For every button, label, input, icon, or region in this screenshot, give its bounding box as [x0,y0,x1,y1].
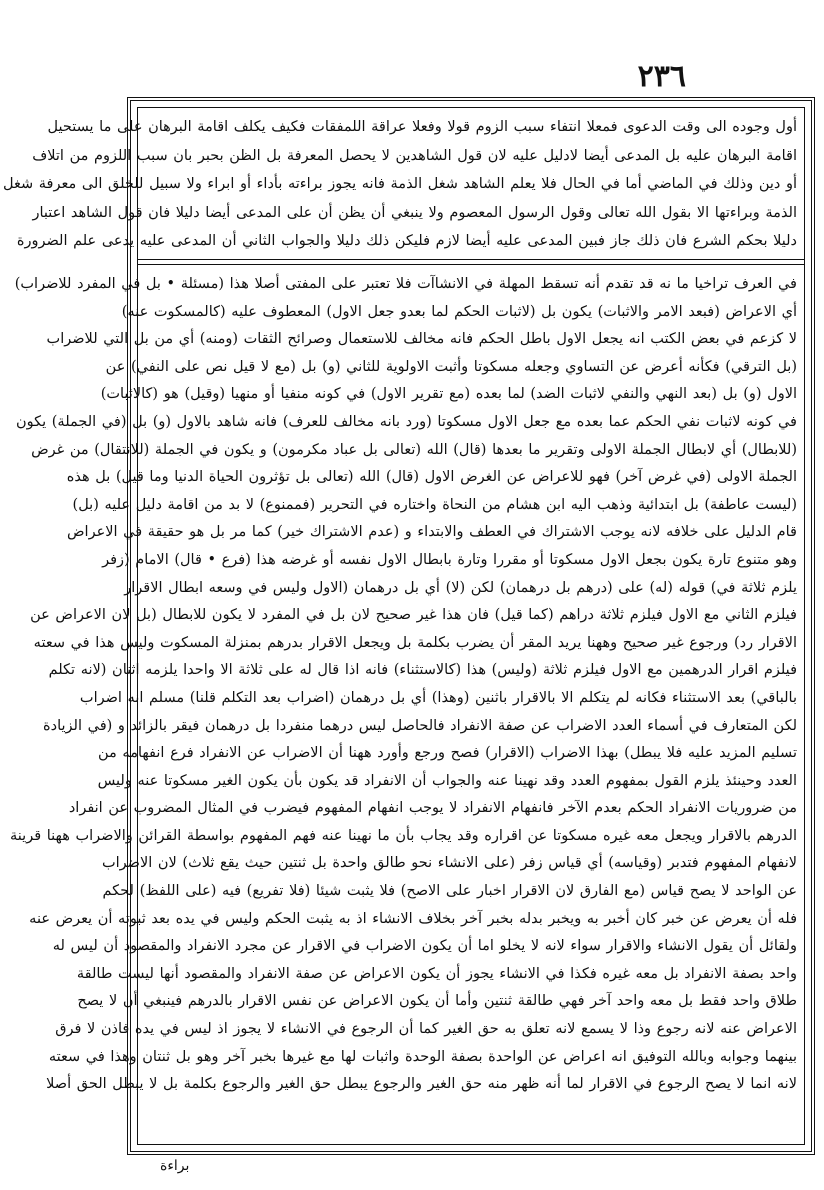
page-number: ٢٣٦ [637,59,686,94]
main-line: فيلزم الثاني مع الاول فيلزم ثلاثة دراهم (كما قيل) فان هذا غير صحيح لان بل في المفرد لا يكون للابطال (بل لان الاعراض عن [30,607,797,624]
main-line: العدد وحينئذ يلزم القول بمفهوم العدد وقد نهينا عنه والجواب أن الانفراد قد يكون بأن يكون الغير مسكوتا عنه وليس [97,772,797,789]
main-line: بينهما وجوابه وبالله التوفيق انه اعراض عن الواحدة بصفة الوحدة واثبات لها مع غيرها بخبر آخر وهو بل ثنتان وهذا في سعته [48,1048,797,1065]
main-line: الجملة الاولى (في غرض آخر) فهو للاعراض عن الغرض الاول (قال) الله (تعالى بل تؤثرون الحياة الدنيا وما قيل) بل هذه [66,469,797,486]
main-line: فله أن يعرض عن خبر كان أخبر به ويخبر بدله بخبر آخر بخلاف الانشاء اذ به يثبت الحكم وليس في يده بعد ثبوته أن يعرض عنه [29,910,797,927]
main-line: طلاق واحد فقط بل معه واحد آخر فهي طالقة ثنتين وأما أن يكون الاعراض عن نفس الاقرار بالدرهم فينبغي أن لا يصح [77,993,797,1010]
top-line: أول وجوده الى وقت الدعوى فمعلا انتفاء سبب الزوم قولا وفعلا عراقة اللمفقات فكيف يكلف اقامة البرهان على ما يستحيل [47,119,797,135]
main-line: لكن المتعارف في أسماء العدد الاضراب عن صفة الانفراد فالحاصل ليس درهما منفردا بل درهمان فيقر بالزائد و (في الزيادة [43,717,797,734]
main-line: لانفهام المفهوم فتدبر (وقياسه) أي قياس زفر (على الانشاء نحو طالق واحدة بل ثنتين حيث يقع ثلاث) لان الاضراب [102,855,797,872]
top-line: أو دين وذلك في الماضي أما في الحال فلا يعلم الشاهد شغل الذمة فانه يجوز براءته بأداء أو ابراء ولا سبيل للخلق الى معرفة شغل [3,176,797,193]
top-text-block [3,113,797,256]
main-line: الاول (و) بل (بعد النهي والنفي لاثبات الضد) لما بعده (مع تقرير الاول) في كونه منفيا أو منهيا (وقيل) هو (كالاثبات) [100,386,797,403]
main-line: بالباقي) بعد الاستثناء فكانه لم يتكلم الا بالاقرار باثنين (وهذا) أي بل درهمان (اضراب بعد التكلم قلنا) مسلم انه اضراب [79,689,797,706]
main-line: الدرهم بالاقرار ويجعل معه غيره مسكوتا عن اقراره وقد يجاب بأن ما نهينا عنه فهم المفهوم بواسطة القرائن والاضراب ههنا قرينة [10,827,797,844]
main-text-block [10,271,797,1099]
main-line: من ضروريات الانفراد الحكم بعدم الآخر فانفهام الانفراد لا يوجب انفهام المفهوم فيضرب في المثال المضروب عن انفراد [68,800,797,817]
catchword: براءة [160,1158,190,1174]
main-line: الاعراض عنه لانه رجوع وذا لا يسمع لانه تعلق به حق الغير كما أن الرجوع في الانشاء لا يجوز اذ ليس في يده فاذن لا فرق [55,1021,797,1038]
main-line: لا كزعم في بعض الكتب انه يجعل الاول باطل الحكم فانه مخالف للاستعمال وصرائح الثقات (ومنه) أي من بل التي للاضراب [46,331,797,348]
main-line: تسليم المزيد عليه فلا يبطل) بهذا الاضراب (الاقرار) فصح ورجع وأورد ههنا أن الاضراب عن الانفراد فرع انفهامه من [98,745,797,762]
main-line: في العرف تراخيا ما نه قد تقدم أنه تسقط المهلة في الانشاآت فلا تعتبر على المفتى أصلا هذا (مسئلة • بل في المفرد للاضراب) [14,276,797,292]
top-line: اقامة البرهان عليه بل المدعى أيضا لادليل عليه لان قول الشاهدين لا يحصل المعرفة بل الظن بحبر بان سبب اللزوم من اتلاف [32,147,797,164]
main-line: واحد بصفة الانفراد بل معه غيره فكذا في الانشاء يجوز أن يكون الاعراض عن صفة الانفراد والمقصود أنها ليست طالقة [76,965,797,982]
main-line: فيلزم اقرار الدرهمين مع الاول فيلزم ثلاثة (وليس) هذا (كالاستثناء) فانه اذا قال له على ثلاثة الا واحدا يلزمه اثنان (لانه تكلم [48,662,797,679]
main-line: في كونه لاثبات نفي الحكم عما بعده مع جعل الاول مسكوتا (ورد بانه مخالف للعرف) فانه شاهد بالاول (و) بل (في الجملة) يكون [15,413,797,430]
main-line: وهو متنوع تارة يكون بجعل الاول مسكوتا أو مقررا وتارة بابطال الاول نفسه أو غرضه هذا (فرع • قال) الامام (زفر [102,551,797,568]
main-line: (ليست عاطفة) بل ابتدائية وذهب اليه ابن هشام من النحاة واختاره في التحرير (فممنوع) لا بد من اقامة دليل عليه (بل) [72,496,797,513]
main-line: (بل الترقي) فكأنه أعرض عن التساوي وجعله مسكوتا وأثبت الاولوية للثاني (و) بل (مع لا قيل نص على النفي) عن [105,358,797,375]
main-line: ولقائل أن يقول الانشاء والاقرار سواء لانه لا يخلو اما أن يكون الاضراب في الاقرار عن مجرد الانفراد والمقصود أن ليس له [52,938,797,955]
main-line: أي الاعراض (فبعد الامر والاثبات) يكون بل (لاثبات الحكم لما بعدو جعل الاول) المعطوف عليه (كالمسكوت عنه) [121,303,797,320]
main-line: لانه انما لا يصح الرجوع في الاقرار لما أنه ظهر منه حق الغير والرجوع يبطل حق الغير والرجوع بكلمة بل لا يبطل الحق أصلا [46,1076,797,1093]
main-line: يلزم ثلاثة في) قوله (له) على (درهم بل درهمان) لكن (لا) أي بل درهمان (الاول وليس في وسعه ابطال الاقرار [124,579,797,596]
section-divider [137,259,805,265]
main-line: عن الواحد لا يصح قياس (مع الفارق لان الاقرار اخبار على الاصح) فلا يثبت شيئا (فلا تفريع) فيه (على اللفظ) لحكم [102,883,797,900]
top-line: الذمة وبراءتها الا بقول الله تعالى وقول الرسول المعصوم ولا ينبغي أن يظن أن على المدعى أيضا دليلا فان قول الشاهد اعتبار [32,204,797,221]
main-line: الاقرار رد) ورجوع غير صحيح وههنا يريد المقر أن يضرب بكلمة بل ويجعل الاقرار بدرهم بمنزلة المسكوت وليس هذا في سعته [33,634,797,651]
page-frame [3,97,815,1155]
main-line: (للابطال) أي لابطال الجملة الاولى وتقرير ما بعدها (قال) الله (تعالى بل عباد مكرمون) و يكون في الجملة (للانتقال) من غرض [31,441,797,458]
main-line: قام الدليل على خلافه لانه يوجب الاشتراك في العطف والابتداء و (عدم الاشتراك خير) كما مر بل هو حقيقة في الاعراض [67,524,797,541]
top-line: دليلا بحكم الشرع فان ذلك جاز فبين المدعى عليه أيضا لازم فليكن ذلك دليلا والجواب الثاني أن المدعى عليه يدعى علم الضرورة [16,233,797,250]
